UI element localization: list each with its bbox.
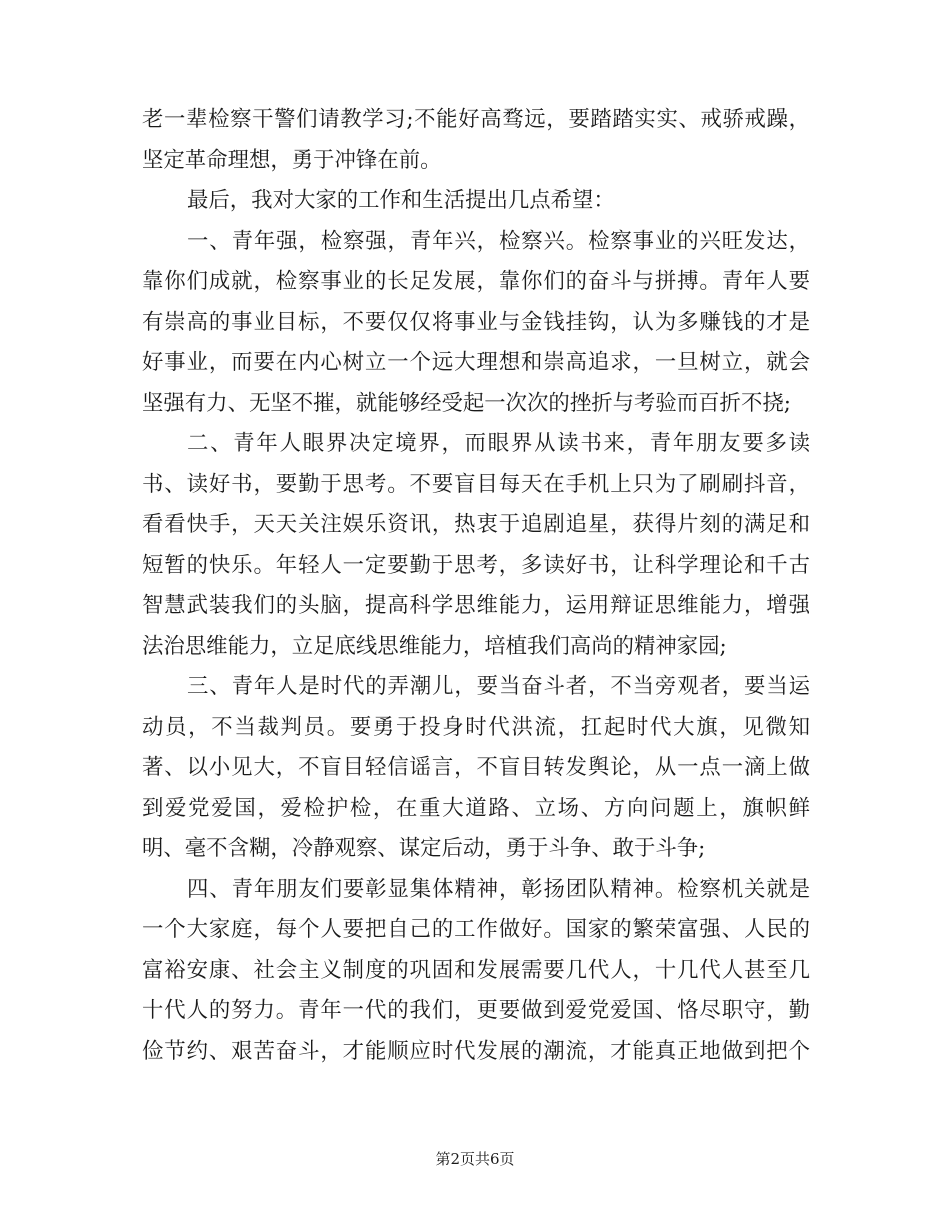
text-line: 俭节约、艰苦奋斗，才能顺应时代发展的潮流，才能真正地做到把个 — [142, 1038, 810, 1064]
text-line: 好事业，而要在内心树立一个远大理想和崇高追求，一旦树立，就会 — [142, 350, 810, 375]
text-line: 看看快手，天天关注娱乐资讯，热衷于追剧追星，获得片刻的满足和 — [142, 512, 810, 537]
text-line: 著、以小见大，不盲目轻信谣言，不盲目转发舆论，从一点一滴上做 — [142, 755, 810, 780]
text-line: 靠你们成就，检察事业的长足发展，靠你们的奋斗与拼搏。青年人要 — [142, 269, 810, 294]
page-number: 第2页共6页 — [435, 1150, 515, 1168]
text-line: 有崇高的事业目标，不要仅仅将事业与金钱挂钩，认为多赚钱的才是 — [142, 309, 810, 335]
text-line: 四、青年朋友们要彰显集体精神，彰扬团队精神。检察机关就是 — [187, 876, 810, 902]
text-line: 坚强有力、无坚不摧，就能够经受起一次次的挫折与考验而百折不挠; — [142, 390, 791, 416]
text-line: 动员，不当裁判员。要勇于投身时代洪流，扛起时代大旗，见微知 — [142, 714, 810, 740]
document-body — [142, 100, 810, 1072]
text-line: 书、读好书，要勤于思考。不要盲目每天在手机上只为了刷刷抖音， — [142, 471, 810, 497]
text-line: 十代人的努力。青年一代的我们，更要做到爱党爱国、恪尽职守，勤 — [142, 998, 810, 1023]
text-line: 老一辈检察干警们请教学习;不能好高骛远，要踏踏实实、戒骄戒躁， — [142, 107, 810, 132]
text-line: 三、青年人是时代的弄潮儿，要当奋斗者，不当旁观者，要当运 — [187, 674, 810, 699]
text-line: 坚定革命理想，勇于冲锋在前。 — [142, 147, 442, 173]
text-line: 二、青年人眼界决定境界，而眼界从读书来，青年朋友要多读 — [187, 431, 810, 456]
text-line: 智慧武装我们的头脑，提高科学思维能力，运用辩证思维能力，增强 — [142, 593, 810, 618]
text-line: 明、毫不含糊，冷静观察、谋定后动，勇于斗争、敢于斗争; — [142, 836, 706, 861]
text-line: 最后，我对大家的工作和生活提出几点希望： — [187, 188, 615, 213]
text-line: 富裕安康、社会主义制度的巩固和发展需要几代人，十几代人甚至几 — [142, 957, 810, 983]
text-line: 短暂的快乐。年轻人一定要勤于思考，多读好书，让科学理论和千古 — [142, 552, 810, 578]
text-line: 到爱党爱国，爱检护检，在重大道路、立场、方向问题上，旗帜鲜 — [142, 795, 810, 821]
text-line: 一个大家庭，每个人要把自己的工作做好。国家的繁荣富强、人民的 — [142, 917, 810, 942]
text-line: 法治思维能力，立足底线思维能力，培植我们高尚的精神家园; — [142, 633, 727, 659]
text-line: 一、青年强，检察强，青年兴，检察兴。检察事业的兴旺发达， — [187, 228, 810, 254]
